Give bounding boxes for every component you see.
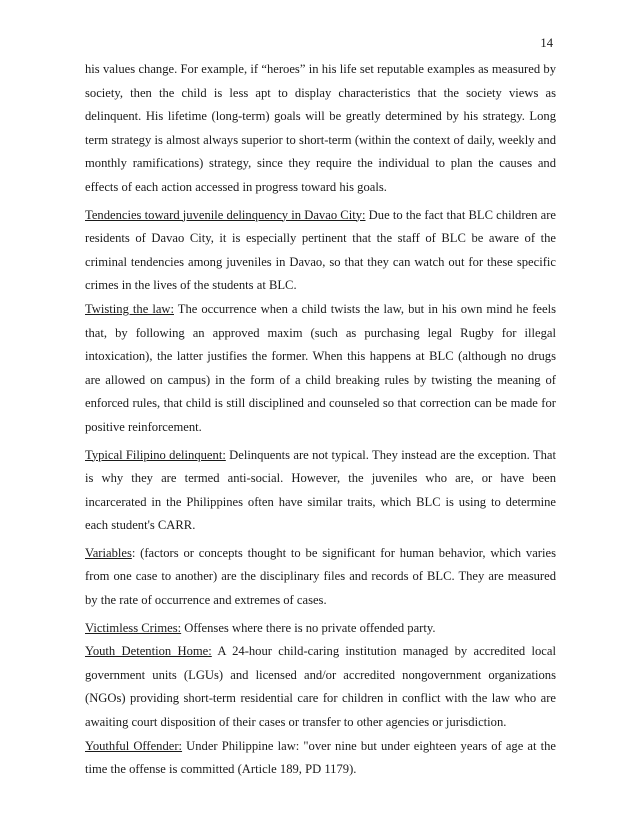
definition-text: A 24-hour child-caring institution managed by accredited local government units (LGUs) and licensed and/or accredited nongovernment organizations (NGOs) providing short-term residential care for children in conflict with the law who are awaiting court disposition of their cases or transfer to other agencies or jurisdiction. <box>85 644 556 730</box>
definition-term: Twisting the law: <box>85 301 174 316</box>
definition-term: Variables <box>85 545 132 560</box>
definition-variables <box>85 542 556 613</box>
definition-text: Under Philippine law: "over nine but under eighteen years of age at the time the offense is committed (Article 189, PD 1179). <box>85 738 556 777</box>
body-text <box>85 58 556 782</box>
definition-text: Offenses where there is no private offended party. <box>181 620 436 635</box>
definition-term: Victimless Crimes: <box>85 620 182 635</box>
definition-youth-detention-home <box>85 640 556 734</box>
definition-youthful-offender <box>85 735 556 782</box>
definition-term: Youth Detention Home: <box>85 644 212 659</box>
definition-juvenile-tendencies <box>85 204 556 298</box>
definition-typical-delinquent <box>85 444 556 538</box>
definition-term: Youthful Offender: <box>85 738 183 753</box>
definition-text: The occurrence when a child twists the law, but in his own mind he feels that, by following an approved maxim (such as purchasing legal Rugby for illegal intoxication), the latter justifies the former. When this happens at BLC (although no drugs are allowed on campus) in the form of a child breaking rules by twisting the meaning of enforced rules, that child is still disciplined and counseled so that correction can be made for positive reinforcement. <box>85 301 556 434</box>
definition-term: Tendencies toward juvenile delinquency in Davao City: <box>85 207 366 222</box>
page-number: 14 <box>540 36 553 50</box>
definition-term: Typical Filipino delinquent: <box>85 447 226 462</box>
intro-paragraph: his values change. For example, if “heroes” in his life set reputable examples as measured by society, then the child is less apt to display characteristics that the society views as delinquent. His lifetime (long-term) goals will be greatly determined by his strategy. Long term strategy is almost always superior to short-term (within the context of daily, weekly and monthly ramifications) strategy, since they require the individual to plan the causes and effects of each action accessed in progress toward his goals. <box>85 62 556 194</box>
definition-twisting-the-law <box>85 298 556 440</box>
definition-text: : (factors or concepts thought to be significant for human behavior, which varies from one case to another) are the disciplinary files and records of BLC. They are measured by the rate of occurrence and extremes of cases. <box>85 545 556 608</box>
definition-text: Due to the fact that BLC children are residents of Davao City, it is especially pertinent that the staff of BLC be aware of the criminal tendencies among juveniles in Davao, so that they can watch out for these specific crimes in the lives of the students at BLC. <box>85 207 556 293</box>
definition-victimless-crimes <box>85 617 556 641</box>
definition-text: Delinquents are not typical. They instead are the exception. That is why they are termed anti-social. However, the juveniles who are, or have been incarcerated in the Philippines often have similar traits, which BLC is using to determine each student's CARR. <box>85 447 557 533</box>
